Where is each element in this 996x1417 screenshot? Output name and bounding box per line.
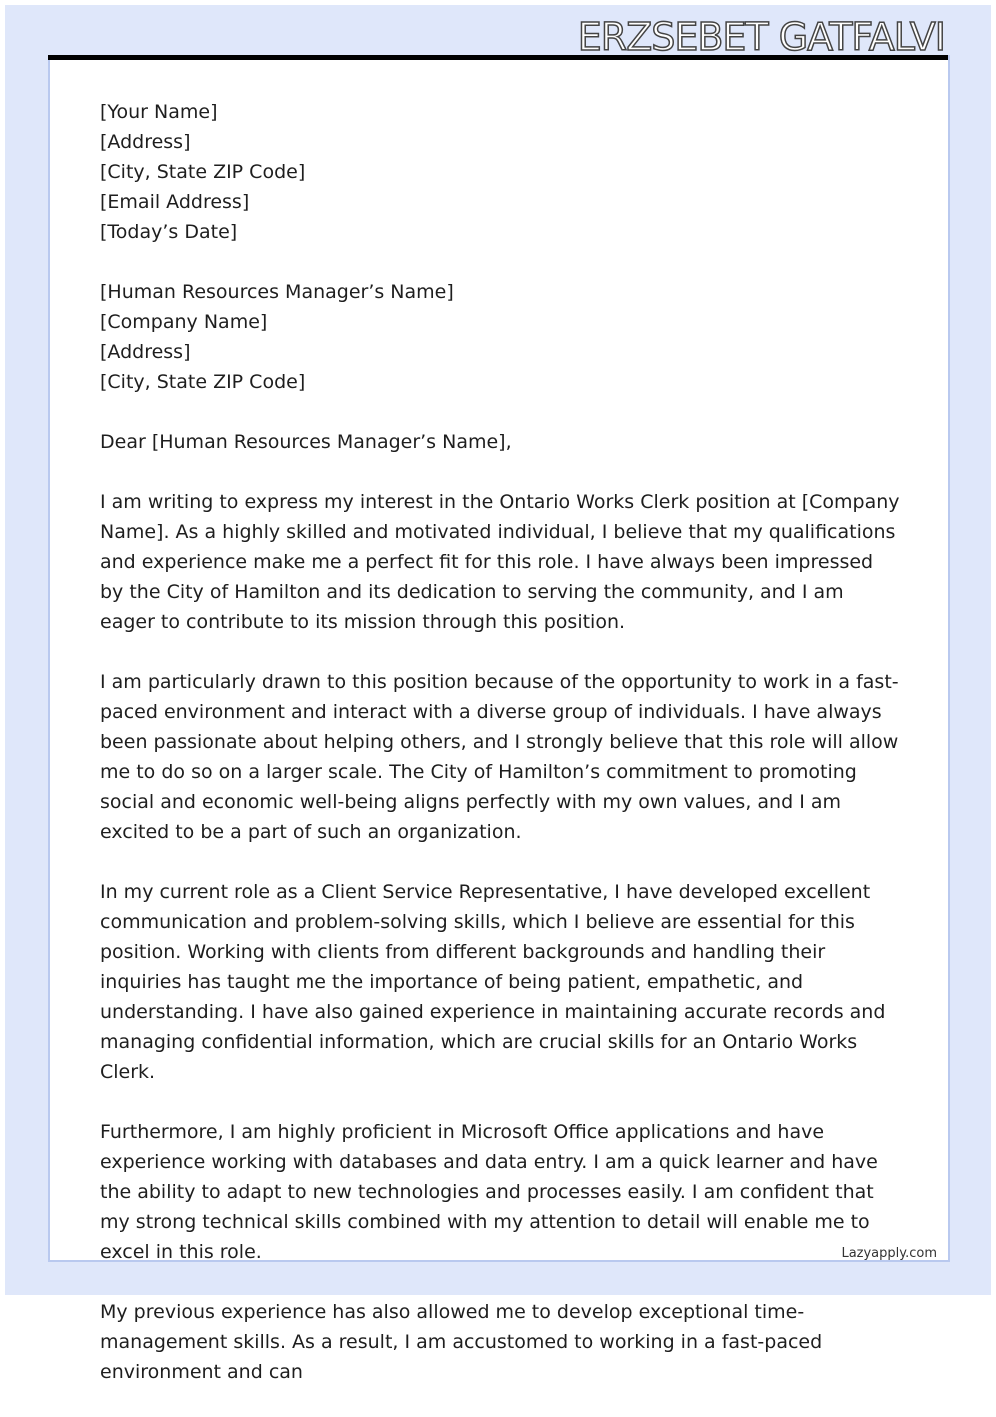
sender-address: [Address] <box>100 131 191 153</box>
letter-date: [Today’s Date] <box>100 221 238 243</box>
paragraph-motivation: I am particularly drawn to this position because of the opportunity to work in a fast-paced environment and interact with a diverse group of individuals. I have always been passionate about helping others, and I strongly believe that this role will allow me to do so on a larger scale. The City of Hamilton’s commitment to promoting social and economic well-being aligns perfectly with my own values, and I am excited to be a part of such an organization. <box>100 671 899 843</box>
page-background <box>5 5 991 1383</box>
paragraph-time-management: My previous experience has also allowed me to develop exceptional time-management skills. As a result, I am accustomed to working in a fast-paced environment and can <box>100 1301 823 1383</box>
cover-letter-body <box>100 97 900 1417</box>
applicant-name-heading: ERZSEBET GATFALVI <box>577 15 945 59</box>
sender-city: [City, State ZIP Code] <box>100 161 306 183</box>
sender-name: [Your Name] <box>100 101 218 123</box>
recipient-city: [City, State ZIP Code] <box>100 371 306 393</box>
recipient-company: [Company Name] <box>100 311 268 333</box>
spacer <box>100 397 900 427</box>
paragraph-intro: I am writing to express my interest in the Ontario Works Clerk position at [Company Name]. As a highly skilled and motivated individual, I believe that my qualifications and experience make me a perfect fit for this role. I have always been impressed by the City of Hamilton and its dedication to serving the community, and I am eager to contribute to its mission through this position. <box>100 491 900 633</box>
salutation: Dear [Human Resources Manager’s Name], <box>100 431 512 453</box>
paragraph-experience: In my current role as a Client Service Representative, I have developed excellent communication and problem-solving skills, which I believe are essential for this position. Working with clients from different backgrounds and handling their inquiries has taught me the importance of being patient, empathetic, and understanding. I have also gained experience in maintaining accurate records and managing confidential information, which are crucial skills for an Ontario Works Clerk. <box>100 881 886 1083</box>
watermark: Lazyapply.com <box>841 1246 937 1261</box>
recipient-name: [Human Resources Manager’s Name] <box>100 281 454 303</box>
recipient-address: [Address] <box>100 341 191 363</box>
spacer <box>100 457 900 487</box>
sender-email: [Email Address] <box>100 191 250 213</box>
paragraph-technical-skills: Furthermore, I am highly proficient in Microsoft Office applications and have experience working with databases and data entry. I am a quick learner and have the ability to adapt to new technologies and processes easily. I am confident that my strong technical skills combined with my attention to detail will enable me to excel in this role. <box>100 1121 878 1263</box>
spacer <box>100 247 900 277</box>
